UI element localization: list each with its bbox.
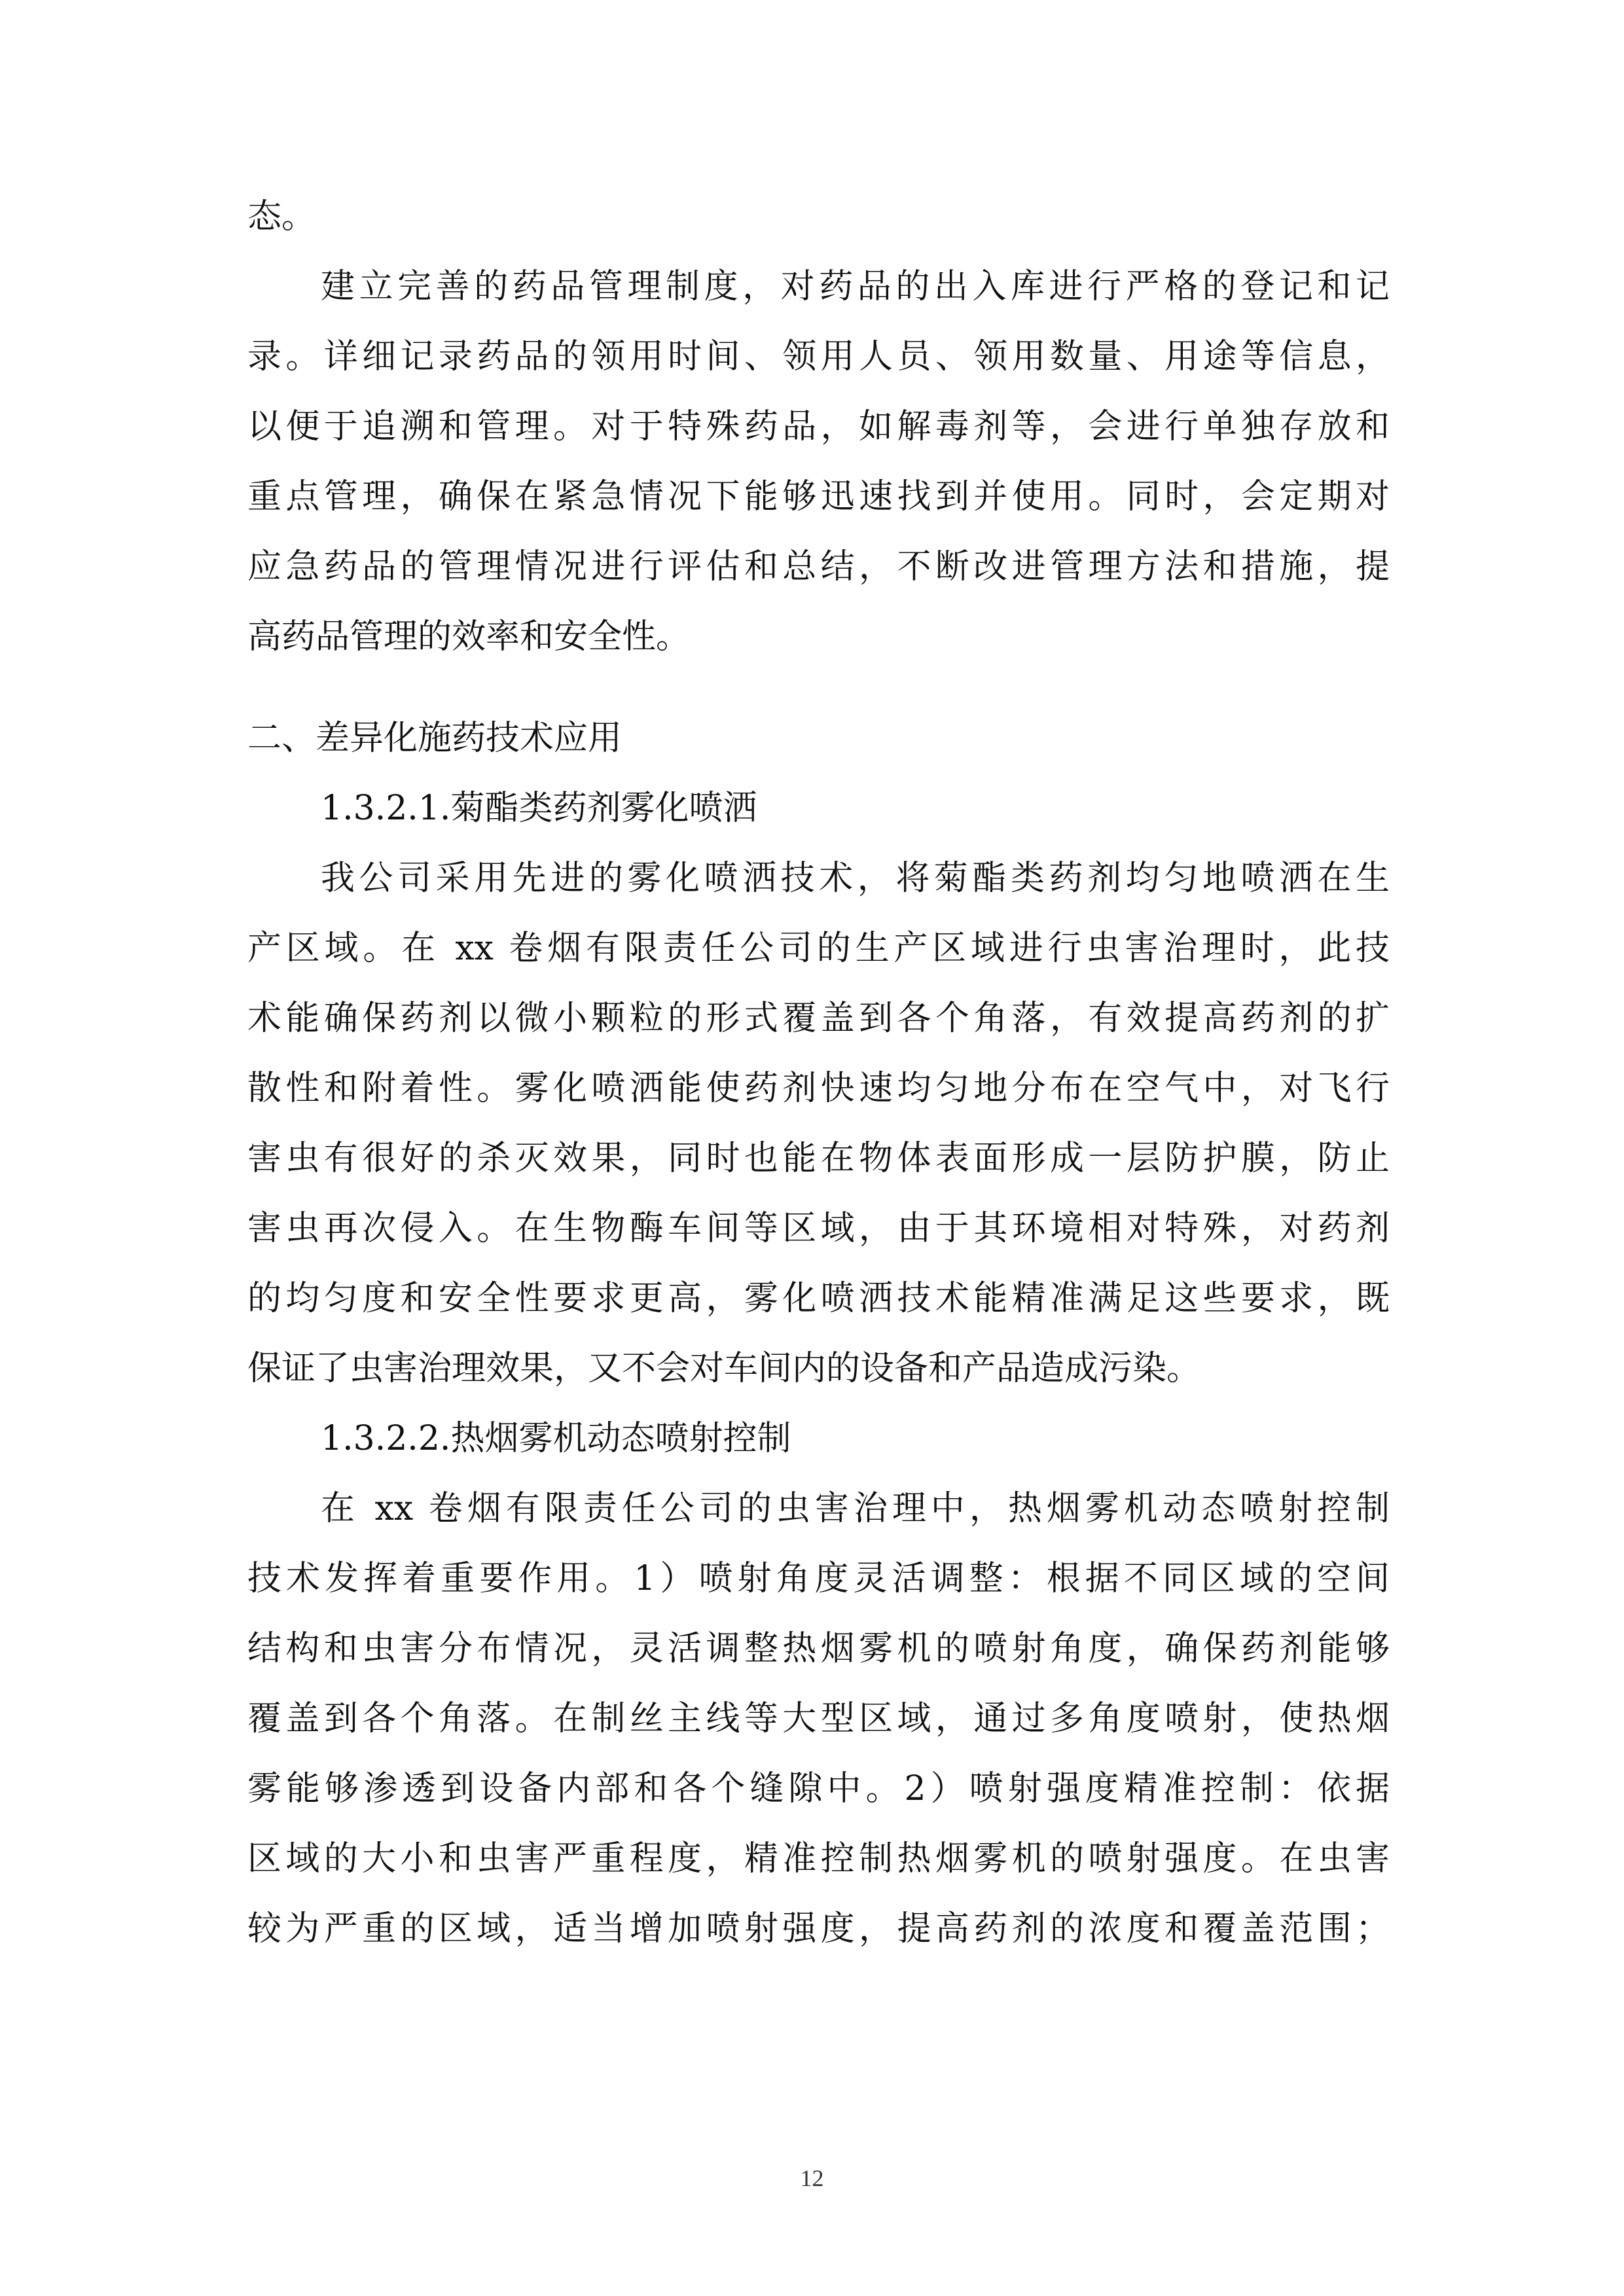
section-heading: 二、差异化施药技术应用	[247, 719, 623, 758]
document-body	[247, 196, 1390, 1979]
text-line: 害虫有很好的杀灭效果，同时也能在物体表面形成一层防护膜，防止	[247, 1139, 1390, 1178]
paragraph-atomized-spraying	[247, 858, 1390, 1389]
text-line: 结构和虫害分布情况，灵活调整热烟雾机的喷射角度，确保药剂能够	[247, 1629, 1390, 1668]
text-line: 我公司采用先进的雾化喷洒技术，将菊酯类药剂均匀地喷洒在生	[321, 859, 1390, 898]
text-line: 重点管理，确保在紧急情况下能够迅速找到并使用。同时，会定期对	[247, 477, 1390, 516]
text-line: 产区域。在 xx 卷烟有限责任公司的生产区域进行虫害治理时，此技	[247, 929, 1390, 968]
text-line: 覆盖到各个角落。在制丝主线等大型区域，通过多角度喷射，使热烟	[247, 1699, 1390, 1738]
text-line: 建立完善的药品管理制度，对药品的出入库进行严格的登记和记	[321, 267, 1390, 306]
text-line: 术能确保药剂以微小颗粒的形式覆盖到各个角落，有效提高药剂的扩	[247, 999, 1390, 1038]
text-line: 雾能够渗透到设备内部和各个缝隙中。2）喷射强度精准控制：依据	[247, 1769, 1390, 1808]
text-line: 散性和附着性。雾化喷洒能使药剂快速均匀地分布在空气中，对飞行	[247, 1069, 1390, 1108]
text-line: 的均匀度和安全性要求更高，雾化喷洒技术能精准满足这些要求，既	[247, 1279, 1390, 1318]
text-line: 技术发挥着重要作用。1）喷射角度灵活调整：根据不同区域的空间	[247, 1559, 1390, 1598]
text-line: 区域的大小和虫害严重程度，精准控制热烟雾机的喷射强度。在虫害	[247, 1839, 1390, 1878]
text-line: 以便于追溯和管理。对于特殊药品，如解毒剂等，会进行单独存放和	[247, 407, 1390, 446]
subheading-atomized-spraying: 1.3.2.1.菊酯类药剂雾化喷洒	[321, 789, 757, 828]
text-line: 录。详细记录药品的领用时间、领用人员、领用数量、用途等信息，	[247, 337, 1390, 376]
paragraph-thermal-fogger	[247, 1488, 1390, 1949]
text-line: 应急药品的管理情况进行评估和总结，不断改进管理方法和措施，提	[247, 547, 1390, 586]
paragraph-drug-management	[247, 266, 1390, 657]
page-number: 12	[800, 2165, 824, 2191]
text-line: 态。	[247, 197, 316, 236]
text-line: 害虫再次侵入。在生物酶车间等区域，由于其环境相对特殊，对药剂	[247, 1209, 1390, 1248]
text-line: 保证了虫害治理效果，又不会对车间内的设备和产品造成污染。	[247, 1349, 1201, 1388]
text-line: 高药品管理的效率和安全性。	[247, 617, 691, 656]
subheading-thermal-fogger: 1.3.2.2.热烟雾机动态喷射控制	[321, 1419, 791, 1458]
paragraph-continuation	[247, 196, 1390, 237]
text-line: 较为严重的区域，适当增加喷射强度，提高药剂的浓度和覆盖范围；	[247, 1909, 1390, 1948]
text-line: 在 xx 卷烟有限责任公司的虫害治理中，热烟雾机动态喷射控制	[321, 1489, 1390, 1528]
